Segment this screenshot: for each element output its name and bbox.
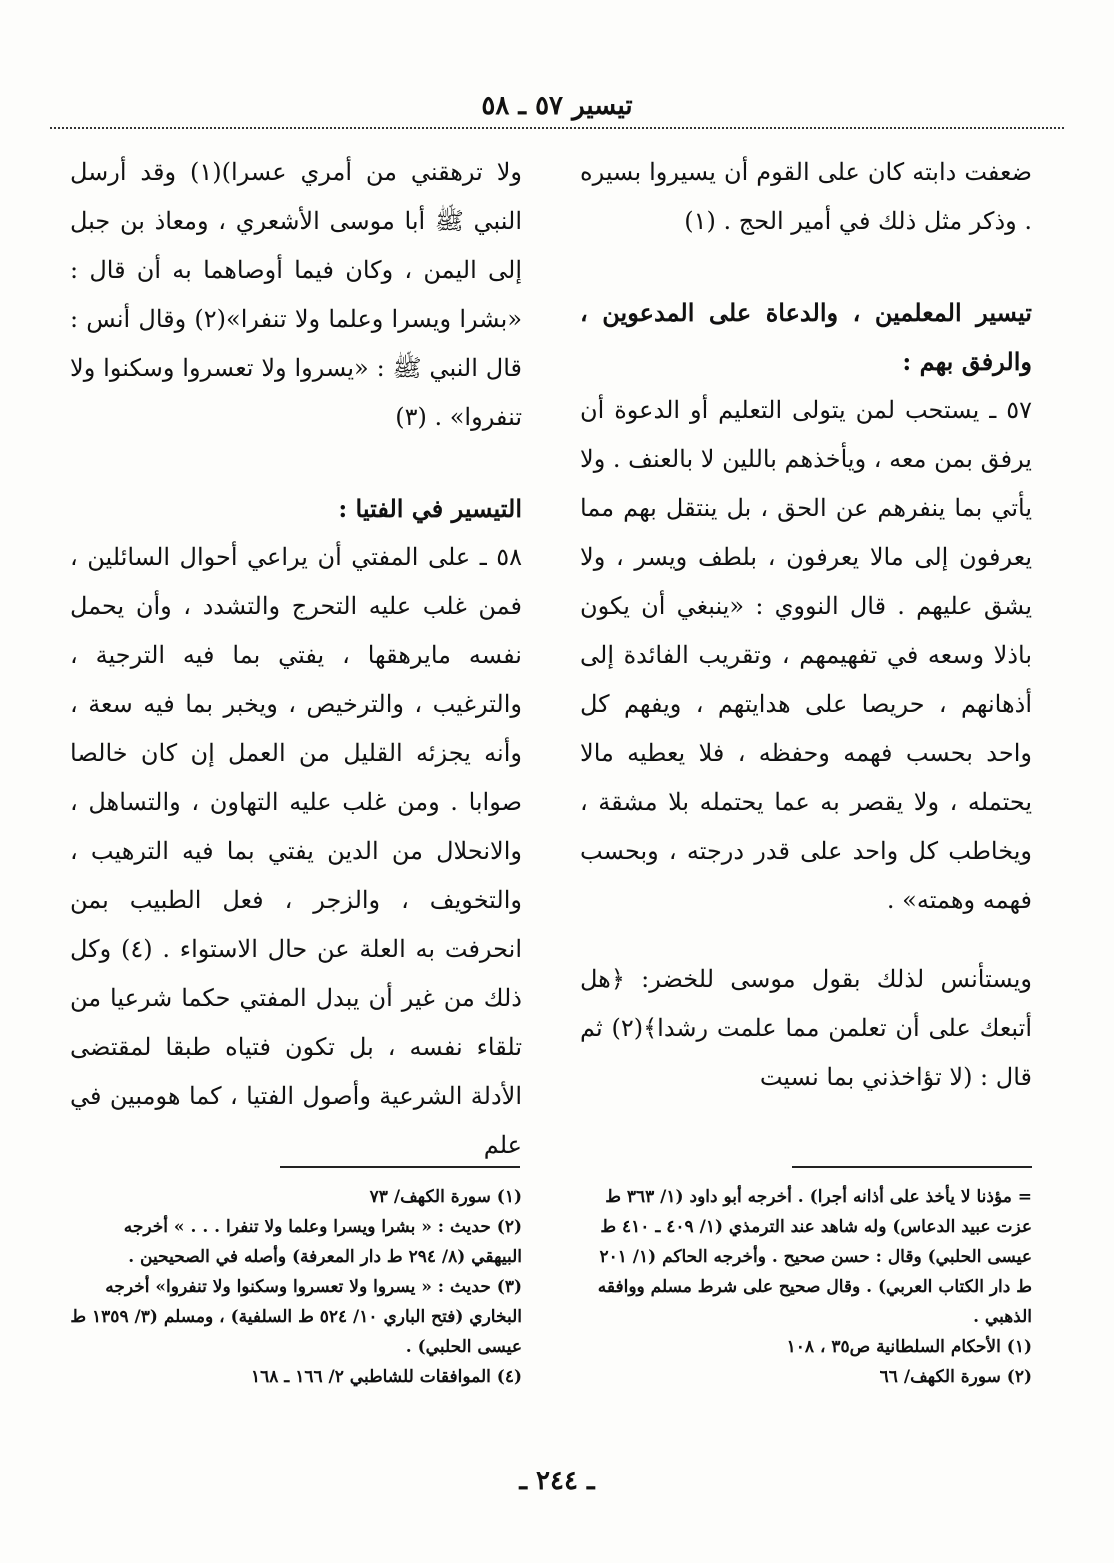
paragraph: ولا ترهقني من أمري عسرا)(١) وقد أرسل النبي ﷺ أبا موسى الأشعري ، ومعاذ بن جبل إلى اليمن ، وكان فيما أوصاهما به أن قال : «بشرا ويسرا وعلما ولا تنفرا»(٢) وقال أنس : قال النبي ﷺ : «يسروا ولا تعسروا وسكنوا ولا تنفروا» . (٣): [70, 158, 522, 431]
footnote: = مؤذنا لا يأخذ على أذانه أجرا) . أخرجه أبو داود (١/ ٣٦٣ ط عزت عبيد الدعاس) وله شاهد عند الترمذي (١/ ٤٠٩ ـ ٤١٠ ط عيسى الحلبي) وقال : حسن صحيح . وأخرجه الحاكم (١/ ٢٠١ ط دار الكتاب العربي) . وقال صحيح على شرط مسلم ووافقه الذهبي .: [597, 1187, 1032, 1327]
header-divider: [50, 127, 1064, 129]
page-number: ـ ٢٤٤ ـ: [519, 1466, 595, 1496]
paragraph: ٥٨ ـ على المفتي أن يراعي أحوال السائلين ، فمن غلب عليه التحرج والتشدد ، وأن يحمل نفسه مايرهقها ، يفتي بما فيه الترجية ، والترغيب ، والترخيص ، ويخبر بما فيه سعة ، وأنه يجزئه القليل من العمل إن كان خالصا صوابا . ومن غلب عليه التهاون ، والتساهل ، والانحلال من الدين يفتي بما فيه الترهيب ، والتخويف ، والزجر ، فعل الطبيب بمن انحرفت به العلة عن حال الاستواء . (٤) وكل ذلك من غير أن يبدل المفتي حكما شرعيا من تلقاء نفسه ، بل تكون فتياه طبقا لمقتضى الأدلة الشرعية وأصول الفتيا ، كما هومبين في علم: [70, 543, 522, 1159]
section-heading: التيسير في الفتيا :: [338, 494, 522, 523]
footnotes-right: [580, 1182, 1032, 1392]
footnote: (١) سورة الكهف/ ٧٣: [369, 1187, 522, 1207]
footnote: (١) الأحكام السلطانية ص٣٥ ، ١٠٨: [786, 1337, 1032, 1357]
paragraph: ضعفت دابته كان على القوم أن يسيروا بسيره . وذكر مثل ذلك في أمير الحج . (١): [580, 158, 1032, 235]
left-column: [70, 148, 522, 1170]
footnote: (٢) حديث : « بشرا ويسرا وعلما ولا تنفرا . . . » أخرجه البيهقي (٨/ ٢٩٤ ط دار المعرفة) وأصله في الصحيحين .: [123, 1217, 522, 1267]
footnotes-left: [70, 1182, 522, 1392]
right-column: [580, 148, 1032, 1102]
footnote: (٤) الموافقات للشاطبي ٢/ ١٦٦ ـ ١٦٨: [250, 1367, 522, 1387]
footnote-divider: [792, 1166, 1032, 1168]
footnote: (٢) سورة الكهف/ ٦٦: [879, 1367, 1032, 1387]
footnote-divider: [280, 1166, 520, 1168]
paragraph: ويستأنس لذلك بقول موسى للخضر: ﴿هل أتبعك على أن تعلمن مما علمت رشدا﴾(٢) ثم قال : (لا تؤاخذني بما نسيت: [580, 965, 1032, 1091]
page-header: تيسير ٥٧ ـ ٥٨: [481, 91, 633, 121]
section-heading: تيسير المعلمين ، والدعاة على المدعوين ، والرفق بهم :: [580, 298, 1032, 376]
paragraph: ٥٧ ـ يستحب لمن يتولى التعليم أو الدعوة أن يرفق بمن معه ، ويأخذهم باللين لا بالعنف . ولا يأتي بما ينفرهم عن الحق ، بل ينتقل بهم مما يعرفون إلى مالا يعرفون ، بلطف ويسر ، ولا يشق عليهم . قال النووي : «ينبغي أن يكون باذلا وسعه في تفهيمهم ، وتقريب الفائدة إلى أذهانهم ، حريصا على هدايتهم ، ويفهم كل واحد بحسب فهمه وحفظه ، فلا يعطيه مالا يحتمله ، ولا يقصر به عما يحتمله بلا مشقة ، ويخاطب كل واحد على قدر درجته ، وبحسب فهمه وهمته» .: [580, 396, 1032, 914]
footnote: (٣) حديث : « يسروا ولا تعسروا وسكنوا ولا تنفروا» أخرجه البخاري (فتح الباري ١٠/ ٥٢٤ ط السلفية) ، ومسلم (٣/ ١٣٥٩ ط عيسى الحلبي) .: [70, 1277, 522, 1357]
